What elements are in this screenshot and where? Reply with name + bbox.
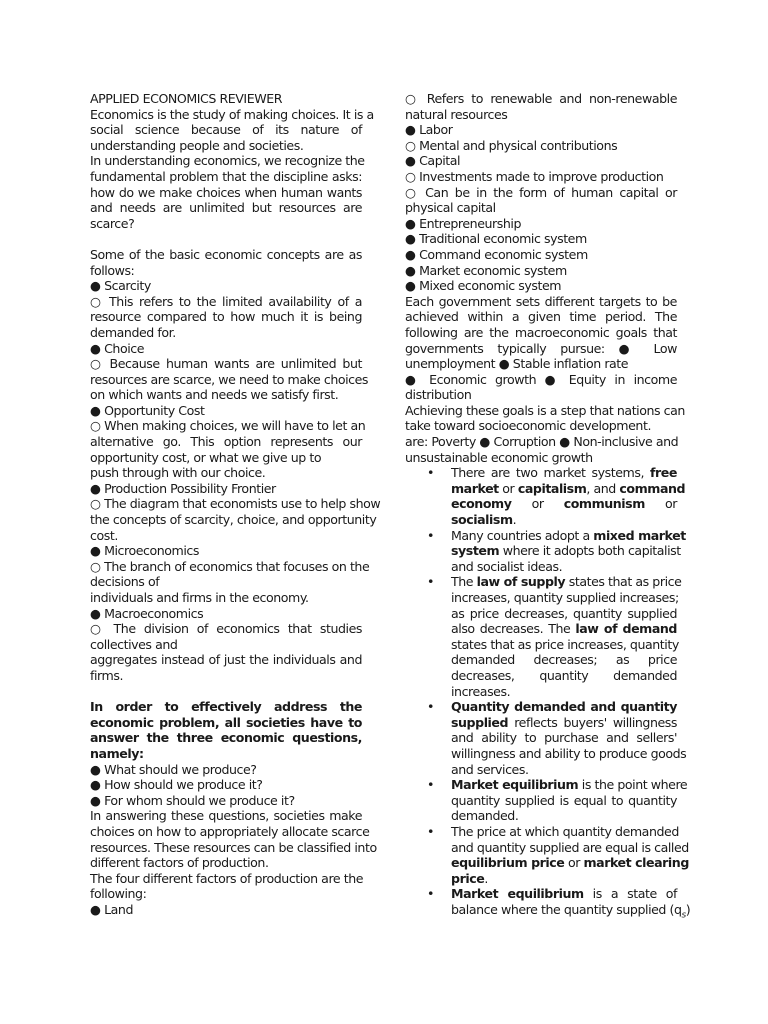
bullet-item [405,823,689,886]
bullet-icon: • [427,886,434,902]
bold-term: law of supply [476,574,566,590]
text-line: ● For whom should we produce it? [90,792,295,808]
bold-term: law of demand [575,621,677,637]
bullet-line [451,559,677,575]
bold-term: capitalism [517,480,587,496]
text-line: understanding people and societies. [90,137,304,153]
text-line: ● Mixed economic system [405,278,562,294]
text-line: ○ This refers to the limited availability of a [90,293,362,309]
text-segment: or [644,496,677,512]
text-line: collectives and [90,636,178,652]
bullet-line [451,637,677,653]
bullet-line [451,527,686,544]
text-line: are: Poverty ● Corruption ● Non-inclusive and [405,434,679,450]
text-line: firms. [90,667,124,683]
bold-term: supplied [451,714,509,730]
bullet-icon: • [427,699,434,715]
text-line: ● Market economic system [405,262,567,278]
text-line: demanded for. [90,324,176,340]
text-line: Economics is the study of making choices. It is a [90,106,374,122]
text-line: ○ Can be in the form of human capital or [405,184,677,200]
text-line: aggregates instead of just the individuals and [90,652,362,668]
bullet-line [451,777,688,793]
bold-term: market [451,480,499,496]
text-line: resources. These resources can be classified into [90,839,377,855]
text-line: following: [90,886,147,902]
text-line: ○ The division of economics that studies [90,621,362,637]
text-segment: and quantity supplied are equal is called [451,839,689,855]
text-segment: balance where the quantity supplied (q [451,901,682,917]
bullet-line [451,715,677,731]
text-segment: reflects buyers' willingness [508,714,677,730]
text-line: ● Economic growth ● Equity in income [405,371,677,387]
text-line: ○ The diagram that economists use to help show [90,496,381,512]
paragraph-gap [90,684,362,700]
right-column [405,91,691,924]
text-segment: Many countries adopt a [451,527,594,543]
bullet-line [451,621,677,637]
text-line: answer the three economic questions, [90,730,362,746]
text-line: individuals and firms in the economy. [90,590,309,605]
text-segment: quantity supplied is equal to quantity [451,792,677,808]
text-line: ○ Because human wants are unlimited but [90,356,362,372]
text-line: ● Macroeconomics [90,605,204,621]
text-segment: increases. [451,683,511,699]
bold-term: free [650,465,677,481]
text-segment: as price decreases, quantity supplied [451,605,677,621]
text-line: resource compared to how much it is being [90,309,362,325]
bold-term: command [619,480,686,496]
bullet-item [405,777,688,824]
text-line: namely: [90,745,144,761]
text-segment: and socialist ideas. [451,558,563,574]
text-line: ● Opportunity Cost [90,402,205,418]
text-segment: demanded decreases; as price [451,652,677,668]
text-line: ● How should we produce it? [90,777,263,793]
text-segment: increases, quantity supplied increases; [451,590,679,605]
text-segment: The price at which quantity demanded [451,823,679,839]
bold-term: Quantity demanded and quantity [451,699,677,715]
text-line: cost. [90,527,118,543]
bold-term: Market equilibrium [451,777,579,793]
bold-term: economy [451,496,512,512]
bullet-line [451,512,677,528]
bullet-line [451,684,677,700]
text-line: ● What should we produce? [90,761,257,777]
bullet-icon: • [427,777,434,793]
bullet-icon: • [427,823,434,839]
text-segment: also decreases. The [451,621,576,637]
bullet-icon: • [427,527,434,543]
text-segment: states that as price increases, quantity [451,636,679,652]
bullet-line [451,871,677,887]
right-column-paragraphs [405,91,685,465]
text-line: following are the macroeconomic goals that [405,324,677,340]
text-line: follows: [90,262,135,278]
text-line: ● Production Possibility Frontier [90,480,276,496]
text-line: ○ Mental and physical contributions [405,137,618,153]
bullet-line [451,855,689,871]
text-line: ○ The branch of economics that focuses on the [90,558,370,574]
bold-term: Market equilibrium [451,886,584,902]
text-line: ● Labor [405,122,453,138]
bullet-line [451,668,677,684]
text-line: APPLIED ECONOMICS REVIEWER [90,91,283,106]
text-segment: There are two market systems, [451,465,651,481]
text-line: natural resources [405,106,508,122]
text-line: governments typically pursue: ● Low [405,340,677,356]
text-segment: willingness and ability to produce goods [451,745,687,761]
bold-term: mixed market [593,527,686,543]
text-line: and needs are unlimited but resources are [90,200,362,216]
bullet-item [405,699,687,777]
bullet-line [451,730,677,746]
text-segment: The [451,574,477,590]
bullet-icon: • [427,574,434,590]
text-line: ● Land [90,901,134,917]
text-line: scarce? [90,215,135,231]
bullet-line [451,824,677,840]
bullet-line [451,762,677,778]
bullet-line [451,574,682,590]
bullet-line [451,590,677,606]
bullet-line [451,496,677,512]
text-line: distribution [405,387,472,403]
bullet-line [451,901,691,924]
text-line: physical capital [405,200,496,216]
bold-term: socialism [451,512,513,528]
text-line: choices on how to appropriately allocate scarce [90,823,370,839]
bullet-line [451,699,677,715]
bullet-line [451,839,689,856]
text-line: opportunity cost, or what we give up to [90,449,322,465]
bullet-line [451,808,677,824]
bullet-line [451,543,681,559]
text-line: The four different factors of production are the [90,870,364,886]
text-line: ● Microeconomics [90,543,200,559]
text-segment: s [681,910,686,921]
text-segment: states that as price [565,574,682,590]
text-segment: or [498,480,518,496]
text-line: In answering these questions, societies make [90,808,362,824]
bullet-line [451,465,677,481]
text-line: Some of the basic economic concepts are as [90,246,362,262]
bullet-icon: • [427,465,434,481]
text-segment: . [484,870,488,886]
text-line: ● Command economic system [405,246,588,262]
text-line: ○ When making choices, we will have to let an [90,418,366,434]
bullet-line [451,745,687,762]
paragraph-gap [90,231,362,247]
text-line: Each government sets different targets to be [405,293,677,309]
bullet-item [405,465,686,528]
text-line: fundamental problem that the discipline asks: [90,168,362,184]
text-line: social science because of its nature of [90,122,362,138]
text-line: In understanding economics, we recognize the [90,153,365,169]
text-line: the concepts of scarcity, choice, and opportunity [90,512,377,528]
text-segment: where it adopts both capitalist [499,543,681,559]
bold-term: communism [563,496,645,512]
bold-term: market clearing [583,855,689,871]
text-segment: is the point where [578,777,688,793]
bullet-line [451,652,677,668]
text-segment: . [512,512,517,528]
text-line: ○ Refers to renewable and non-renewable [405,91,677,106]
text-line: push through with our choice. [90,465,266,481]
market-bullet-list [405,465,691,924]
text-segment: is a state of [583,886,677,902]
text-segment: and services. [451,761,529,777]
text-line: unemployment ● Stable inflation rate [405,356,629,372]
text-line: how do we make choices when human wants [90,184,362,200]
text-segment: or [564,855,584,871]
text-line: on which wants and needs we satisfy first. [90,387,339,403]
text-line: take toward socioeconomic development. [405,418,651,434]
bullet-line [451,480,686,497]
bold-term: system [451,543,500,559]
text-line: ○ Investments made to improve production [405,168,664,184]
text-line: ● Traditional economic system [405,231,587,247]
text-line: In order to effectively address the [90,699,362,715]
text-line: ● Choice [90,340,145,356]
text-line: different factors of production. [90,855,269,871]
text-segment: and ability to purchase and sellers' [451,730,677,746]
text-segment: ) [685,901,691,917]
text-line: resources are scarce, we need to make choices [90,371,369,387]
text-line: unsustainable economic growth [405,449,593,465]
text-line: achieved within a given time period. The [405,309,677,325]
text-segment: or [511,496,564,512]
text-line: ● Capital [405,153,461,169]
bullet-item [405,886,691,924]
text-segment: decreases, quantity demanded [451,667,677,683]
text-line: ● Scarcity [90,278,151,294]
text-line: ● Entrepreneurship [405,215,521,231]
text-segment: , and [586,480,620,496]
text-line: economic problem, all societies have to [90,714,362,730]
text-line: Achieving these goals is a step that nations can [405,402,685,418]
bullet-line [451,793,677,809]
bold-term: equilibrium price [451,855,565,871]
text-line: alternative go. This option represents our [90,434,362,450]
bullet-line [451,606,677,622]
bold-term: price [451,870,485,886]
text-line: decisions of [90,574,160,590]
bullet-item [405,574,682,699]
bullet-item [405,527,686,575]
left-column [90,91,381,917]
bullet-line [451,886,677,902]
text-segment: demanded. [451,808,519,824]
